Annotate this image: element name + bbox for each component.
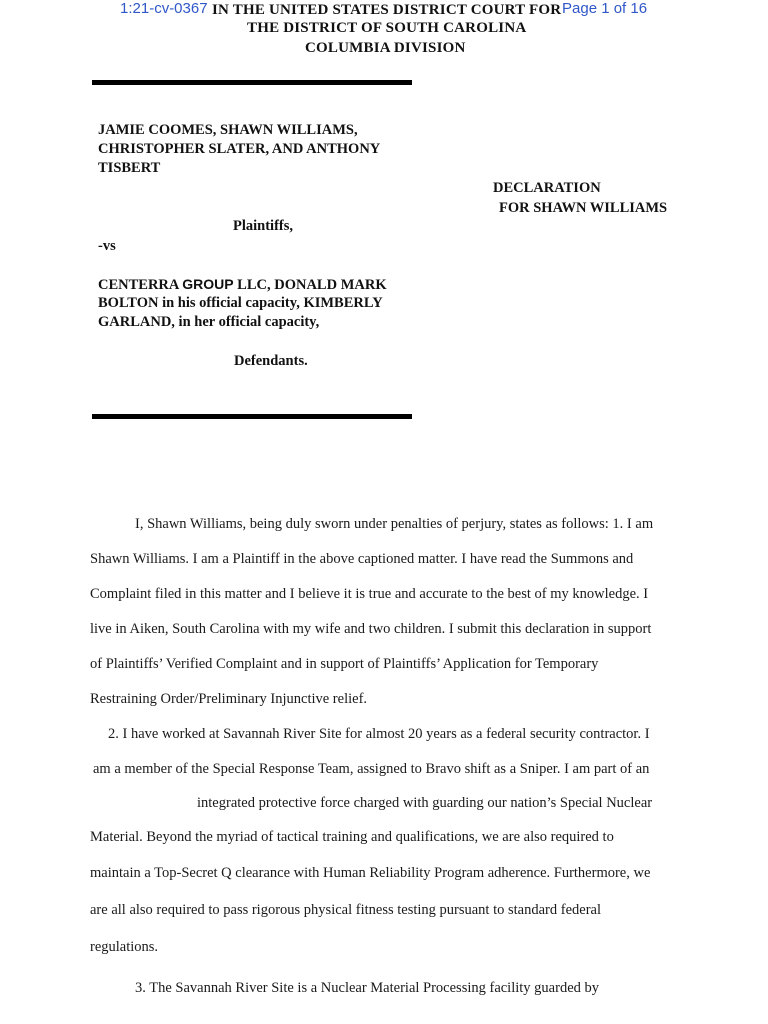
body-line: Complaint filed in this matter and I believe it is true and accurate to the best of my knowledge. I xyxy=(90,586,649,602)
case-number-stamp: 1:21-cv-0367 xyxy=(120,0,208,17)
defendants-name-part: LLC, DONALD MARK xyxy=(233,277,387,293)
plaintiffs-names-line-2: CHRISTOPHER SLATER, AND ANTHONY xyxy=(98,141,381,157)
defendants-name-part: CENTERRA xyxy=(98,277,183,293)
court-name-line-3: COLUMBIA DIVISION xyxy=(305,40,466,56)
body-line: Material. Beyond the myriad of tactical training and qualifications, we are also required to xyxy=(90,829,614,845)
body-line: 2. I have worked at Savannah River Site for almost 20 years as a federal security contractor. I xyxy=(108,726,650,742)
defendants-names-line-2: BOLTON in his official capacity, KIMBERLY xyxy=(98,295,383,311)
body-line: regulations. xyxy=(90,939,159,955)
body-line: maintain a Top-Secret Q clearance with Human Reliability Program adherence. Furthermore, we xyxy=(90,865,651,881)
body-line: Shawn Williams. I am a Plaintiff in the above captioned matter. I have read the Summons and xyxy=(90,551,634,567)
court-name-line-2: THE DISTRICT OF SOUTH CAROLINA xyxy=(247,20,527,36)
defendants-names-line-1 xyxy=(98,275,387,296)
defendants-role-label: Defendants. xyxy=(234,353,308,369)
caption-bottom-rule xyxy=(92,414,412,419)
page-number-stamp: Page 1 of 16 xyxy=(562,0,648,17)
plaintiffs-names-line-1: JAMIE COOMES, SHAWN WILLIAMS, xyxy=(98,122,358,138)
plaintiffs-role-label: Plaintiffs, xyxy=(233,218,294,234)
versus-label: -vs xyxy=(98,238,116,254)
body-line: live in Aiken, South Carolina with my wife and two children. I submit this declaration in support xyxy=(90,621,652,637)
body-line: 3. The Savannah River Site is a Nuclear Material Processing facility guarded by xyxy=(135,980,599,996)
body-line: integrated protective force charged with guarding our nation’s Special Nuclear xyxy=(197,795,653,811)
defendants-name-group: GROUP xyxy=(182,276,234,292)
caption-top-rule xyxy=(92,80,412,85)
body-line: of Plaintiffs’ Verified Complaint and in support of Plaintiffs’ Application for Temporary xyxy=(90,656,599,672)
body-line: Restraining Order/Preliminary Injunctive relief. xyxy=(90,691,368,707)
plaintiffs-names-line-3: TISBERT xyxy=(98,160,161,176)
court-name-line-1: IN THE UNITED STATES DISTRICT COURT FOR xyxy=(212,2,562,18)
defendants-names-line-3: GARLAND, in her official capacity, xyxy=(98,314,320,330)
body-line: are all also required to pass rigorous physical fitness testing pursuant to standard federal xyxy=(90,902,601,918)
body-line: I, Shawn Williams, being duly sworn under penalties of perjury, states as follows: 1. I am xyxy=(135,516,654,532)
document-title-line-2: FOR SHAWN WILLIAMS xyxy=(499,200,668,216)
document-title-line-1: DECLARATION xyxy=(493,180,601,196)
body-line: am a member of the Special Response Team, assigned to Bravo shift as a Sniper. I am part of an xyxy=(93,761,650,777)
